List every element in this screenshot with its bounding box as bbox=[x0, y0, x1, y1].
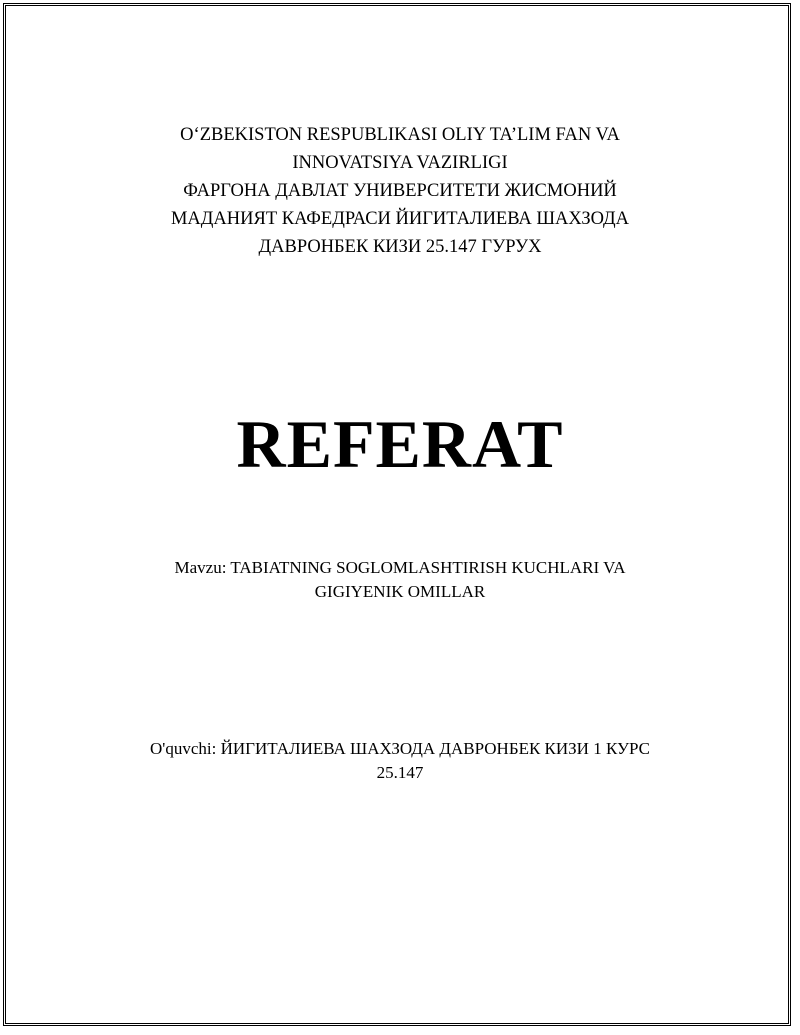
student-line: O'quvchi: ЙИГИТАЛИЕВА ШАХЗОДА ДАВРОНБЕК КИЗИ 1 КУРС bbox=[150, 739, 650, 758]
document-title: REFERAT bbox=[236, 406, 564, 482]
topic-block bbox=[0, 556, 800, 604]
header-line: O‘ZBEKISTON RESPUBLIKASI OLIY TA’LIM FAN VA bbox=[180, 125, 620, 145]
institution-header bbox=[0, 121, 800, 261]
header-line: INNOVATSIYA VAZIRLIGI bbox=[292, 153, 508, 173]
header-line: ДАВРОНБЕК КИЗИ 25.147 ГУРУХ bbox=[258, 237, 542, 257]
student-block bbox=[0, 737, 800, 785]
header-line: ФАРГОНА ДАВЛАТ УНИВЕРСИТЕТИ ЖИСМОНИЙ bbox=[183, 181, 617, 201]
header-line: МАДАНИЯТ КАФЕДРАСИ ЙИГИТАЛИЕВА ШАХЗОДА bbox=[170, 209, 630, 229]
topic-line: GIGIYENIK OMILLAR bbox=[314, 582, 486, 601]
topic-line: Mavzu: TABIATNING SOGLOMLASHTIRISH KUCHLARI VA bbox=[174, 558, 626, 577]
student-line: 25.147 bbox=[376, 763, 424, 782]
